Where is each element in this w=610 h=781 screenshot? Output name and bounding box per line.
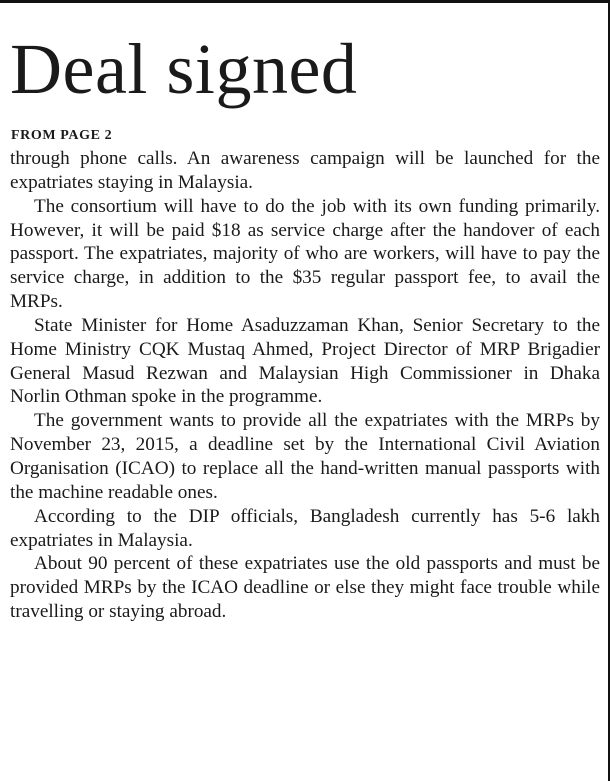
paragraph: The government wants to provide all the expatriates with the MRPs by November 23, 2015, a deadline set by the International Civil Aviation Organisation (ICAO) to replace all the hand-written manual passports with the machine readable ones. (10, 410, 600, 503)
continuation-label: FROM PAGE 2 (11, 128, 113, 143)
paragraph: through phone calls. An awareness campaign will be launched for the expatriates staying in Malaysia. (10, 148, 600, 193)
paragraph: The consortium will have to do the job with its own funding primarily. However, it will be paid $18 as service charge after the handover of each passport. The expatriates, majority of who are workers, will have to pay the service charge, in addition to the $35 regular passport fee, to avail the MRPs. (10, 195, 600, 313)
paragraph: State Minister for Home Asaduzzaman Khan, Senior Secretary to the Home Ministry CQK Mustaq Ahmed, Project Director of MRP Brigadier General Masud Rezwan and Malaysian High Commissioner in Dhaka Norlin Othman spoke in the programme. (10, 314, 600, 408)
paragraph: According to the DIP officials, Bangladesh currently has 5-6 lakh expatriates in Malaysia. (10, 505, 600, 551)
paragraph: About 90 percent of these expatriates use the old passports and must be provided MRPs by the ICAO deadline or else they might face trouble while travelling or staying abroad. (10, 553, 600, 623)
headline: Deal signed (10, 29, 358, 109)
article-body (10, 147, 600, 624)
